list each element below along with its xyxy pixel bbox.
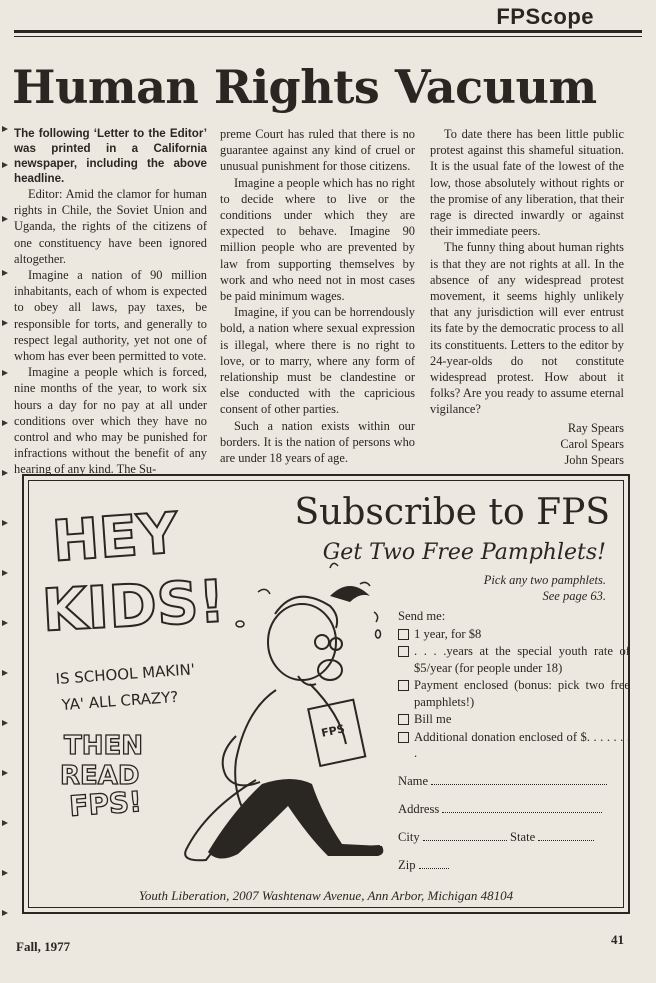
- zip-line[interactable]: [419, 867, 449, 869]
- ad-subtitle: Get Two Free Pamphlets!: [322, 540, 606, 565]
- cartoon-fps: FPS!: [68, 784, 143, 823]
- checkbox[interactable]: [398, 732, 409, 743]
- paragraph: Imagine a nation of 90 million inhabitants, each of whom is expected to obey all laws, pay taxes, be responsible for torts, and generally to respect legal authority, yet not one of whom has ever been permitted to vote.: [14, 268, 207, 364]
- address-line[interactable]: [442, 811, 602, 813]
- article-intro: The following ‘Letter to the Editor’ was printed in a California newspaper, including the above headline.: [14, 127, 207, 185]
- checkbox[interactable]: [398, 629, 409, 640]
- state-label: State: [510, 830, 536, 844]
- state-line[interactable]: [538, 839, 594, 841]
- paragraph: Imagine, if you can be horrendously bold, a nation where sexual expression is illegal, where there is no right to love, or to marry, where any form of relationship must be clandestine or else conducted with the capricious consent of other parties.: [220, 305, 415, 417]
- paragraph: Imagine a people which has no right to decide where to live or the conditions under which they are expected to behave. Imagine 90 million people who are prevented by law from supporting themselves by work and who need not in most cases be paid minimum wages.: [220, 175, 415, 304]
- name-label: Name: [398, 774, 429, 788]
- option-label: Payment enclosed (bonus: pick two free pamphlets!): [414, 678, 630, 709]
- city-label: City: [398, 830, 420, 844]
- cartoon-then: THEN: [64, 731, 144, 761]
- paragraph: Such a nation exists within our borders. It is the nation of persons who are under 18 years of age.: [220, 418, 415, 466]
- article-headline: Human Rights Vacuum: [12, 60, 597, 114]
- paragraph: Imagine a people which is forced, nine months of the year, to work six hours a day for no pay at all under conditions over which they have no control and who may be punished for infractions without the benefit of any hearing of any kind. The Su-: [14, 365, 207, 477]
- city-state-field[interactable]: [398, 830, 594, 845]
- ad-title: Subscribe to FPS: [294, 492, 610, 533]
- city-line[interactable]: [423, 839, 507, 841]
- option-label: Additional donation enclosed of $. . . . . . . .: [414, 729, 630, 760]
- send-me-label: Send me:: [398, 609, 446, 623]
- paragraph: preme Court has ruled that there is no guarantee against any kind of cruel or unusual punishment for those citizens.: [220, 127, 415, 174]
- checkbox[interactable]: [398, 680, 409, 691]
- signatures: [430, 420, 624, 469]
- option-payment-enclosed[interactable]: [398, 677, 630, 710]
- option-bill-me[interactable]: [398, 711, 630, 728]
- signature: Carol Spears: [560, 436, 624, 451]
- pick-line: Pick any two pamphlets.: [483, 573, 606, 587]
- paragraph: To date there has been little public protest against this shameful situation. It is the usual fate of the lowest of the low, those absolutely without rights or the promise of any liberation, that their rage is directed inwardly or against their immediate peers.: [430, 127, 624, 239]
- option-donation[interactable]: [398, 729, 630, 762]
- article-column-1: [14, 126, 207, 478]
- checkbox[interactable]: [398, 646, 409, 657]
- binding-marks: [0, 120, 12, 920]
- paragraph: The funny thing about human rights is that they are not rights at all. In the absence of any widespread protest movement, it seems highly unlikely that any jurisdiction will ever entrust its fate by the democratic process to all its constituents. Letters to the editor by 24-year-olds do not constitute widespread protest. How about it folks? Are you ready to assume eternal vigilance?: [430, 240, 624, 417]
- address-field[interactable]: [398, 802, 602, 817]
- issue-date: Fall, 1977: [16, 939, 71, 954]
- subscription-form: [398, 608, 630, 763]
- mailing-address: Youth Liberation, 2007 Washtenaw Avenue, Ann Arbor, Michigan 48104: [138, 888, 514, 903]
- checkbox[interactable]: [398, 714, 409, 725]
- signature: John Spears: [564, 453, 624, 468]
- article-column-3: [430, 126, 624, 468]
- page-number: 41: [611, 932, 624, 947]
- signature: Ray Spears: [567, 420, 624, 435]
- article-column-2: [220, 126, 415, 466]
- option-label: 1 year, for $8: [414, 626, 482, 641]
- pick-line: See page 63.: [542, 589, 606, 603]
- cartoon-crazy: YA' ALL CRAZY?: [61, 687, 179, 714]
- subscription-ad: [22, 474, 630, 914]
- option-label: Bill me: [414, 712, 452, 726]
- header-rule-thin: [14, 36, 642, 37]
- cartoon-kids: KIDS!: [40, 567, 227, 645]
- option-label: . . . .years at the special youth rate of $5/year (for people under 18): [414, 644, 630, 675]
- cartoon-book-label: FPS: [320, 722, 346, 740]
- name-line[interactable]: [431, 783, 607, 785]
- header-rule: [14, 30, 642, 33]
- cartoon-read: READ: [60, 761, 140, 791]
- paragraph: Editor: Amid the clamor for human rights in Chile, the Soviet Union and Uganda, the rights of the citizens of one constituency have been ignored altogether.: [14, 187, 207, 266]
- section-label: FPScope: [496, 4, 594, 29]
- zip-label: Zip: [398, 858, 416, 872]
- cartoon-school: IS SCHOOL MAKIN': [55, 660, 196, 688]
- name-field[interactable]: [398, 774, 607, 789]
- zip-field[interactable]: [398, 858, 449, 873]
- ad-pick-note: [484, 572, 606, 604]
- option-one-year[interactable]: [398, 626, 630, 643]
- cartoon-hey: HEY: [50, 501, 181, 575]
- option-youth-rate[interactable]: [398, 643, 630, 676]
- address-label: Address: [398, 802, 440, 816]
